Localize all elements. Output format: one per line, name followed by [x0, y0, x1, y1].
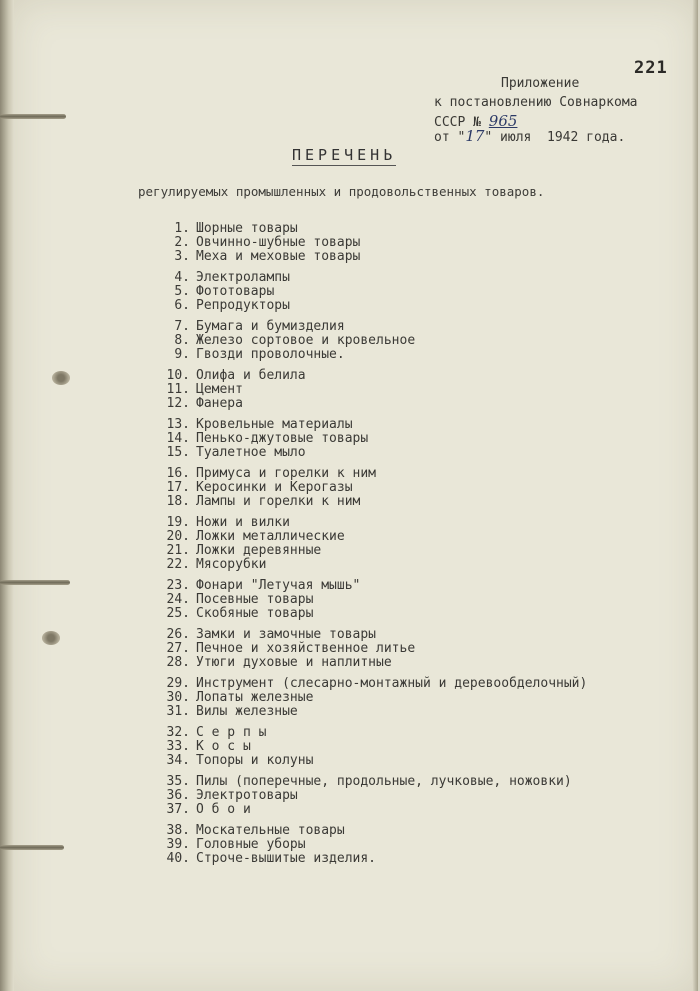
item-number: 35. — [166, 774, 190, 789]
item-number: 16. — [166, 466, 190, 481]
list-item — [140, 418, 660, 432]
list-item — [140, 838, 660, 852]
item-text: Кровельные материалы — [196, 417, 353, 432]
item-text: Фототовары — [196, 284, 275, 299]
item-number: 19. — [166, 515, 190, 530]
item-text: Головные уборы — [196, 837, 306, 852]
item-text: Печное и хозяйственное литье — [196, 641, 416, 656]
item-text: Туалетное мыло — [196, 445, 306, 460]
item-number: 1. — [174, 221, 190, 236]
item-text: Ложки металлические — [196, 529, 345, 544]
list-item — [140, 607, 660, 621]
document-subtitle: регулируемых промышленных и продовольственных товаров. — [138, 184, 545, 199]
list-group — [140, 320, 660, 362]
item-number: 7. — [174, 319, 190, 334]
item-number: 10. — [166, 368, 190, 383]
list-group — [140, 726, 660, 768]
item-text: Железо сортовое и кровельное — [196, 333, 416, 348]
item-text: Керосинки и Керогазы — [196, 480, 353, 495]
item-text: Примуса и горелки к ним — [196, 466, 377, 481]
list-item — [140, 656, 660, 670]
item-text: Пенько-джутовые товары — [196, 431, 369, 446]
list-item — [140, 754, 660, 768]
item-number: 18. — [166, 494, 190, 509]
item-text: Фонари "Летучая мышь" — [196, 578, 361, 593]
item-number: 40. — [166, 851, 190, 866]
page-edge — [692, 0, 698, 991]
item-text: Мясорубки — [196, 557, 267, 572]
item-text: Ножи и вилки — [196, 515, 290, 530]
item-text: Меха и меховые товары — [196, 249, 361, 264]
handwritten-day: 17 — [465, 127, 485, 145]
item-text: Шорные товары — [196, 221, 298, 236]
item-number: 34. — [166, 753, 190, 768]
list-item — [140, 691, 660, 705]
list-item — [140, 516, 660, 530]
item-text: Строче-вышитые изделия. — [196, 851, 377, 866]
list-item — [140, 446, 660, 460]
list-group — [140, 418, 660, 460]
list-item — [140, 222, 660, 236]
list-group — [140, 516, 660, 572]
item-text: Вилы железные — [196, 704, 298, 719]
handwritten-decree-number: 965 — [488, 112, 518, 130]
item-text: Олифа и белила — [196, 368, 306, 383]
list-group — [140, 677, 660, 719]
item-text: Лампы и горелки к ним — [196, 494, 361, 509]
item-number: 2. — [174, 235, 190, 250]
list-item — [140, 285, 660, 299]
item-number: 17. — [166, 480, 190, 495]
binding-string — [0, 580, 70, 585]
item-number: 26. — [166, 627, 190, 642]
binding-string — [0, 114, 66, 119]
header-date — [434, 127, 625, 145]
list-group — [140, 467, 660, 509]
binding-string — [0, 845, 64, 850]
item-number: 27. — [166, 641, 190, 656]
list-item — [140, 299, 660, 313]
list-item — [140, 579, 660, 593]
list-item — [140, 628, 660, 642]
binding-strip — [0, 0, 14, 991]
punch-hole — [42, 631, 60, 645]
list-item — [140, 677, 660, 691]
list-item — [140, 775, 660, 789]
list-item — [140, 432, 660, 446]
item-number: 25. — [166, 606, 190, 621]
item-number: 31. — [166, 704, 190, 719]
item-number: 9. — [174, 347, 190, 362]
item-text: Инструмент (слесарно-монтажный и деревообделочный) — [196, 676, 588, 691]
item-text: Цемент — [196, 382, 243, 397]
item-number: 4. — [174, 270, 190, 285]
list-group — [140, 579, 660, 621]
list-group — [140, 628, 660, 670]
header-date-suffix: " июля 1942 года. — [484, 130, 626, 145]
item-text: Бумага и бумизделия — [196, 319, 345, 334]
list-item — [140, 369, 660, 383]
item-number: 5. — [174, 284, 190, 299]
list-item — [140, 467, 660, 481]
item-number: 8. — [174, 333, 190, 348]
item-number: 15. — [166, 445, 190, 460]
list-item — [140, 236, 660, 250]
item-text: Топоры и колуны — [196, 753, 314, 768]
list-item — [140, 740, 660, 754]
goods-list — [140, 222, 660, 873]
list-item — [140, 397, 660, 411]
item-number: 6. — [174, 298, 190, 313]
item-number: 11. — [166, 382, 190, 397]
list-item — [140, 558, 660, 572]
item-text: Ложки деревянные — [196, 543, 322, 558]
item-text: С е р п ы — [196, 725, 267, 740]
list-item — [140, 642, 660, 656]
item-text: Замки и замочные товары — [196, 627, 377, 642]
item-number: 30. — [166, 690, 190, 705]
item-number: 3. — [174, 249, 190, 264]
punch-hole — [52, 371, 70, 385]
item-number: 28. — [166, 655, 190, 670]
item-number: 32. — [166, 725, 190, 740]
item-text: Фанера — [196, 396, 243, 411]
item-text: Электролампы — [196, 270, 290, 285]
item-text: Посевные товары — [196, 592, 314, 607]
item-number: 29. — [166, 676, 190, 691]
list-item — [140, 348, 660, 362]
header-number-label: СССР № — [434, 115, 481, 130]
list-group — [140, 271, 660, 313]
list-item — [140, 320, 660, 334]
item-text: Овчинно-шубные товары — [196, 235, 361, 250]
list-item — [140, 271, 660, 285]
header-appendix: Приложение — [501, 76, 580, 91]
list-item — [140, 705, 660, 719]
item-text: Лопаты железные — [196, 690, 314, 705]
item-text: Пилы (поперечные, продольные, лучковые, ножовки) — [196, 774, 572, 789]
list-group — [140, 222, 660, 264]
item-text: Репродукторы — [196, 298, 290, 313]
list-group — [140, 369, 660, 411]
list-item — [140, 250, 660, 264]
item-number: 38. — [166, 823, 190, 838]
list-item — [140, 789, 660, 803]
list-item — [140, 852, 660, 866]
item-text: Утюги духовые и наплитные — [196, 655, 392, 670]
list-item — [140, 544, 660, 558]
item-text: Электротовары — [196, 788, 298, 803]
item-text: Гвозди проволочные. — [196, 347, 345, 362]
list-item — [140, 824, 660, 838]
item-number: 36. — [166, 788, 190, 803]
item-number: 39. — [166, 837, 190, 852]
item-text: Москательные товары — [196, 823, 345, 838]
list-group — [140, 775, 660, 817]
item-number: 23. — [166, 578, 190, 593]
item-text: Скобяные товары — [196, 606, 314, 621]
header-decree: к постановлению Совнаркома — [434, 95, 638, 110]
item-number: 13. — [166, 417, 190, 432]
page-number: 221 — [634, 58, 668, 78]
list-item — [140, 383, 660, 397]
item-number: 37. — [166, 802, 190, 817]
item-number: 33. — [166, 739, 190, 754]
document-title: ПЕРЕЧЕНЬ — [292, 146, 397, 164]
list-item — [140, 726, 660, 740]
list-group — [140, 824, 660, 866]
list-item — [140, 481, 660, 495]
list-item — [140, 334, 660, 348]
list-item — [140, 530, 660, 544]
item-number: 22. — [166, 557, 190, 572]
list-item — [140, 495, 660, 509]
list-item — [140, 593, 660, 607]
item-text: К о с ы — [196, 739, 251, 754]
item-number: 21. — [166, 543, 190, 558]
header-date-prefix: от " — [434, 130, 466, 145]
item-number: 20. — [166, 529, 190, 544]
item-number: 12. — [166, 396, 190, 411]
item-number: 14. — [166, 431, 190, 446]
item-text: О б о и — [196, 802, 251, 817]
item-number: 24. — [166, 592, 190, 607]
list-item — [140, 803, 660, 817]
